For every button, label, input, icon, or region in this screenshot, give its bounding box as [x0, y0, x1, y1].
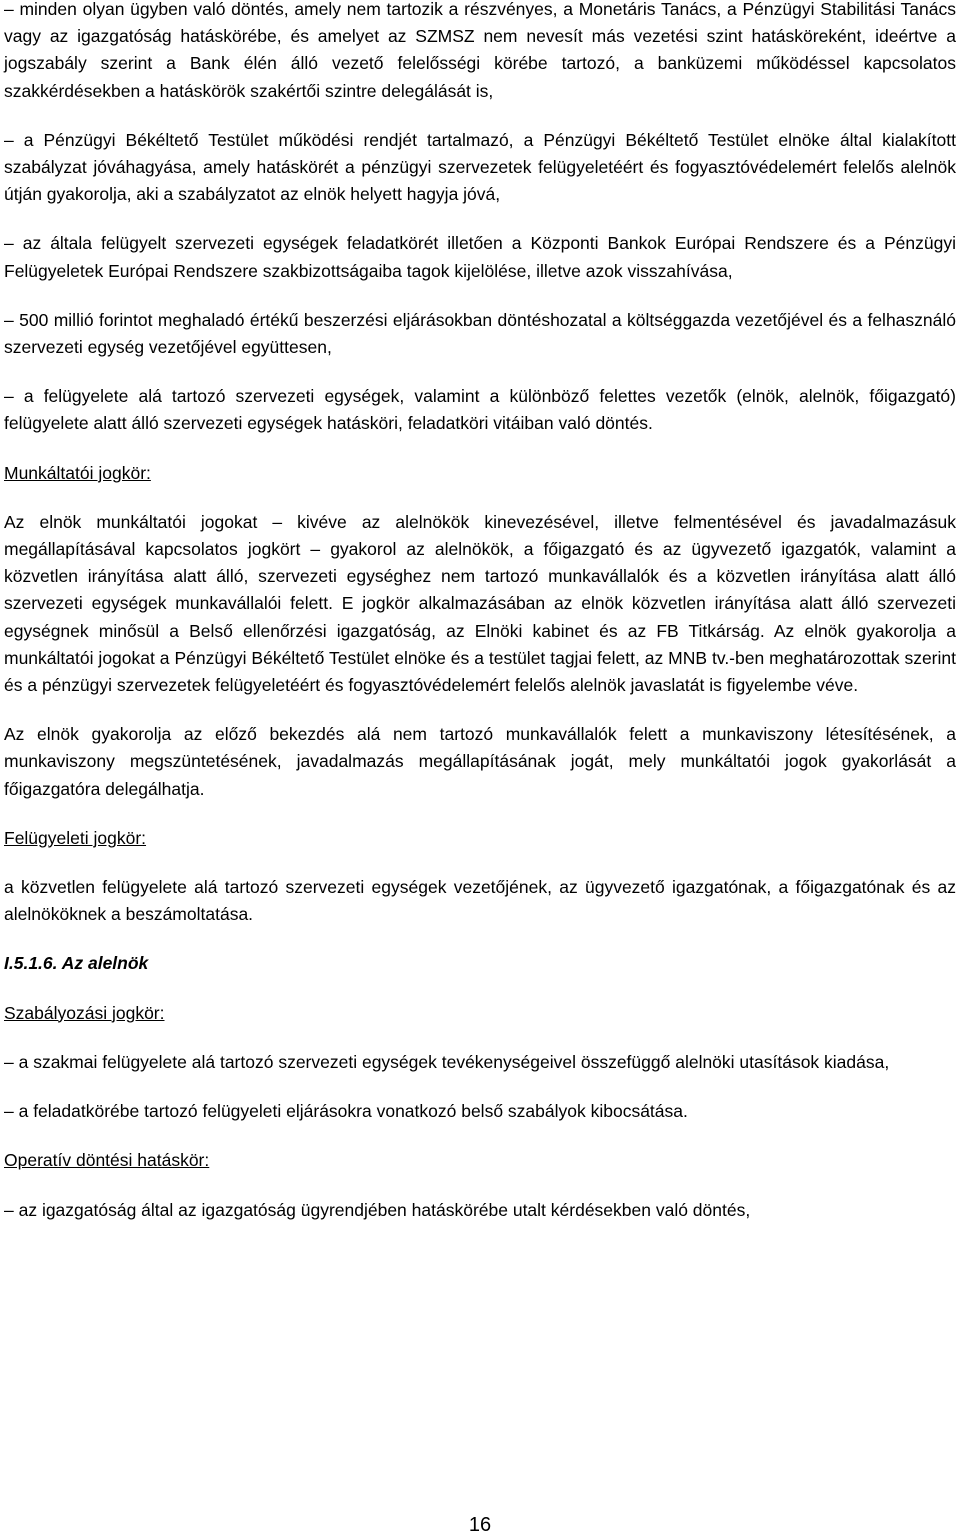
paragraph-procurement: – 500 millió forintot meghaladó értékű beszerzési eljárásokban döntéshozatal a költséggazda vezetőjével és a felhasználó szervezeti egység vezetőjével együttesen, — [4, 309, 956, 358]
paragraph-employer-delegation: Az elnök gyakorolja az előző bekezdés alá nem tartozó munkavállalók felett a munkaviszony létesítésének, a munkaviszony megszüntetésének, javadalmazás megállapításának jogát, mely munkáltatói jogok gyakorlását a főigazgatóra delegálhatja. — [4, 724, 956, 799]
paragraph-internal-rules: – a feladatkörébe tartozó felügyeleti eljárásokra vonatkozó belső szabályok kibocsátása. — [4, 1101, 688, 1122]
paragraph-decision-residual: – minden olyan ügyben való döntés, amely nem tartozik a részvényes, a Monetáris Tanács, a Pénzügyi Stabilitási Tanács vagy az igazgatóság hatáskörébe, és amelyet az SZMSZ nem nevesít más vezetési szint hatásköreként, ideértve a jogszabály szerint a Bank élén álló vezető felelősségi körébe tartozó, a banküzemi működéssel kapcsolatos szakkérdésekben a hatáskörök szakértői szintre delegálását is, — [4, 0, 956, 101]
paragraph-committee-members: – az általa felügyelt szervezeti egységek feladatkörét illetően a Központi Bankok Európai Rendszere és a Pénzügyi Felügyeletek Európai Rendszere szakbizottságaiba tagok kijelölése, illetve azok visszahívása, — [4, 233, 956, 281]
heading-employer-rights: Munkáltatói jogkör: — [4, 462, 151, 483]
paragraph-board-decisions: – az igazgatóság által az igazgatóság ügyrendjében hatáskörébe utalt kérdésekben való döntés, — [4, 1199, 751, 1220]
heading-supervisory-rights: Felügyeleti jogkör: — [4, 827, 147, 848]
heading-regulatory-rights: Szabályozási jogkör: — [4, 1002, 165, 1023]
paragraph-vice-president-instructions: – a szakmai felügyelete alá tartozó szervezeti egységek tevékenységeivel összefüggő alelnöki utasítások kiadása, — [4, 1051, 890, 1072]
paragraph-employer-rights: Az elnök munkáltatói jogokat – kivéve az alelnökök kinevezésével, illetve felmentésével és javadalmazásuk megállapításával kapcsolatos jogkört – gyakorol az alelnökök, a főigazgató és az ügyvezető igazgatók, valamint a közvetlen irányítása alatt álló, szervezeti egységhez nem tartozó munkavállalók és a közvetlen irányítása alatt álló szervezeti egységek munkavállalói felett. E jogkör alkalmazásában az elnök közvetlen irányítása alatt álló szervezeti egységnek minősül a Belső ellenőrzési igazgatóság, az Elnöki kabinet és az FB Titkárság. Az elnök gyakorolja a munkáltatói jogokat a Pénzügyi Békéltető Testület elnöke és a testület tagjai felett, az MNB tv.-ben meghatározottak szerint és a pénzügyi szervezetek felügyeletéért és fogyasztóvédelemért felelős alelnök javaslatát is figyelembe véve. — [4, 511, 956, 696]
page-number: 16 — [468, 1514, 492, 1536]
paragraph-supervisory-rights: a közvetlen felügyelete alá tartozó szervezeti egységek vezetőjének, az ügyvezető igazgatónak, a főigazgatónak és az alelnököknek a beszámoltatása. — [4, 877, 956, 925]
paragraph-competence-disputes: – a felügyelete alá tartozó szervezeti egységek, valamint a különböző felettes vezetők (elnök, alelnök, főigazgató) felügyelete alatt álló szervezeti egységek hatásköri, feladatköri vitáiban való döntés. — [4, 386, 956, 434]
document-page — [4, 0, 956, 1224]
section-title: I.5.1.6. Az alelnök — [4, 953, 149, 974]
paragraph-arbitration-board-rules: – a Pénzügyi Békéltető Testület működési rendjét tartalmazó, a Pénzügyi Békéltető Testület elnöke által kialakított szabályzat jóváhagyása, amely hatáskörét a pénzügyi szervezetek felügyeletéért és fogyasztóvédelemért felelős alelnök útján gyakorolja, aki a szabályzatot az elnök helyett hagyja jóvá, — [4, 129, 956, 205]
heading-operative-decisions: Operatív döntési hatáskör: — [4, 1150, 210, 1171]
